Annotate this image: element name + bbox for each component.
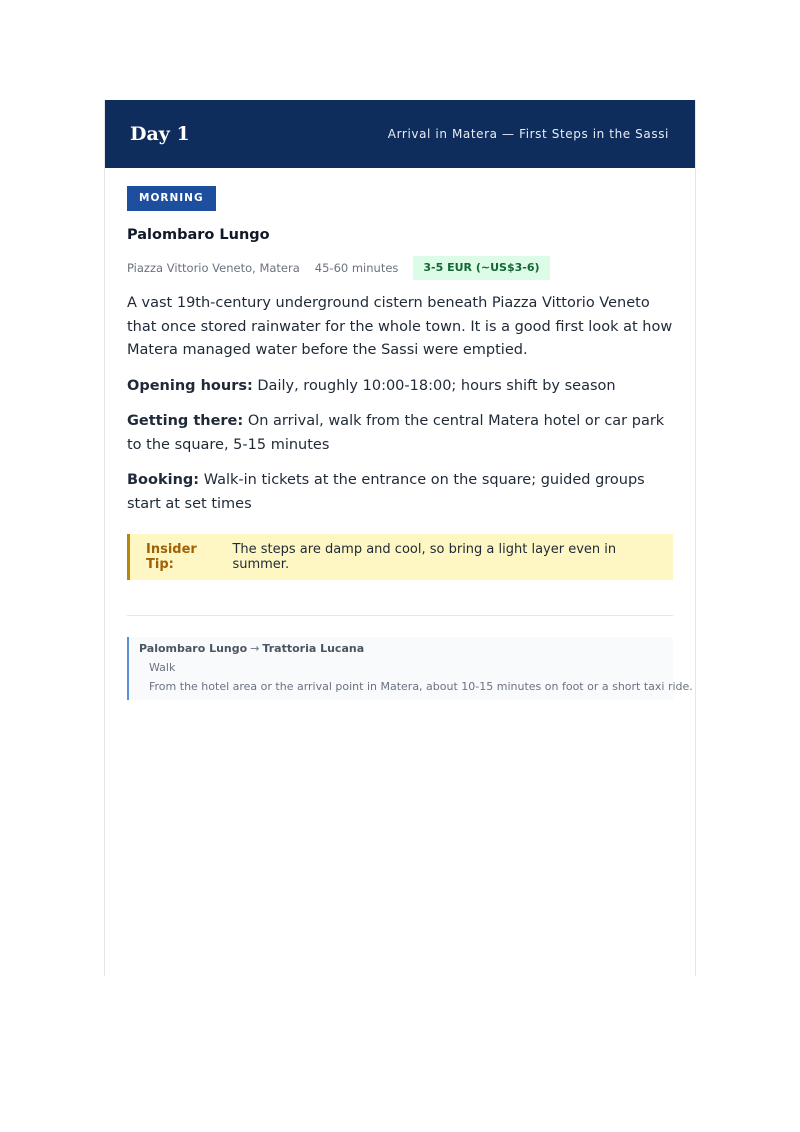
section-divider — [127, 615, 673, 616]
booking-value: Walk-in tickets at the entrance on the square; guided groups start at set times — [127, 472, 645, 512]
activity-meta — [127, 256, 673, 280]
activity-description: A vast 19th-century underground cistern beneath Piazza Vittorio Veneto that once stored rainwater for the whole town. It is a good first look at how Matera managed water before the Sassi were emptied. — [127, 295, 673, 358]
day-card — [104, 100, 696, 976]
insider-tip-text: The steps are damp and cool, so bring a light layer even in summer. — [232, 542, 617, 572]
activity-name: Palombaro Lungo — [127, 227, 270, 243]
transit-from: Palombaro Lungo — [139, 642, 248, 655]
transit-note: From the hotel area or the arrival point in Matera, about 10-15 minutes on foot or a short taxi ride. — [149, 680, 693, 693]
getting-there-label: Getting there: — [127, 413, 244, 429]
getting-there — [127, 410, 673, 457]
transit-block — [127, 637, 693, 700]
insider-tip — [127, 534, 673, 580]
day-subtitle: Arrival in Matera — First Steps in the Sassi — [387, 127, 669, 141]
period-badge: MORNING — [127, 186, 216, 211]
getting-there-value: On arrival, walk from the central Matera hotel or car park to the square, 5-15 minutes — [127, 413, 665, 453]
price-badge: 3-5 EUR (~US$3-6) — [413, 256, 549, 280]
activity-duration: 45-60 minutes — [314, 261, 399, 275]
transit-to: Trattoria Lucana — [262, 642, 365, 655]
booking — [127, 469, 673, 516]
opening-hours-label: Opening hours: — [127, 377, 253, 394]
transit-route — [139, 641, 661, 657]
arrow-right-icon: → — [250, 642, 260, 655]
day-content — [105, 168, 695, 700]
day-header — [105, 100, 695, 168]
activity-location: Piazza Vittorio Veneto, Matera — [127, 261, 300, 275]
day-title: Day 1 — [130, 123, 190, 145]
transit-mode: Walk — [149, 661, 176, 674]
opening-hours — [127, 375, 673, 399]
insider-tip-label: Insider Tip: — [146, 542, 197, 572]
booking-label: Booking: — [127, 472, 200, 488]
opening-hours-value: Daily, roughly 10:00-18:00; hours shift by season — [257, 377, 616, 394]
